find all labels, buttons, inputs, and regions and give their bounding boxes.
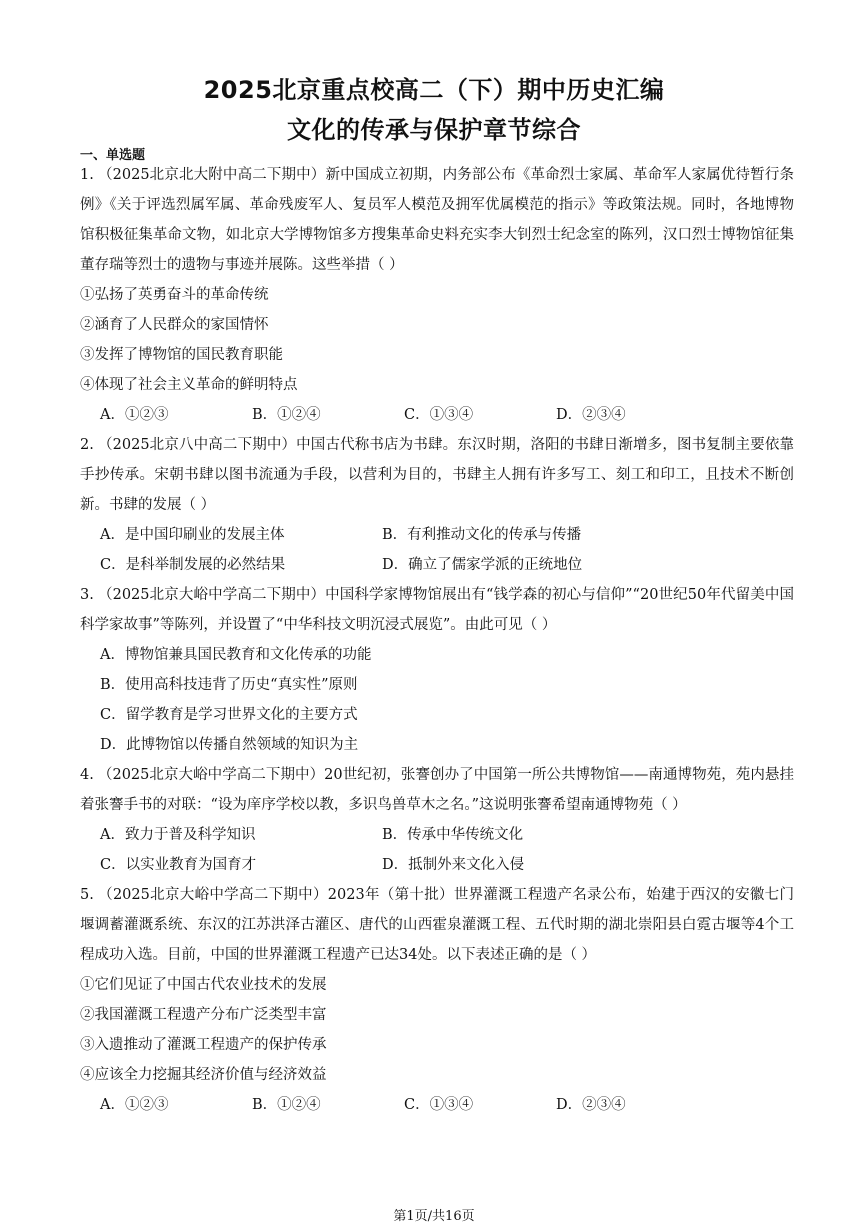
option-c: C．以实业教育为国育才: [100, 857, 257, 873]
statement: ③发挥了博物馆的国民教育职能: [80, 347, 283, 363]
page-footer: 第1页/共16页: [393, 1209, 475, 1224]
question-number: 4.: [80, 767, 94, 783]
question-3: [80, 580, 794, 760]
statement: ①弘扬了英勇奋斗的革命传统: [80, 287, 269, 303]
question-stem: [80, 160, 794, 280]
answer-options: [80, 520, 794, 550]
document-subtitle: 文化的传承与保护章节综合: [287, 116, 581, 144]
statement: ④体现了社会主义革命的鲜明特点: [80, 377, 298, 393]
statement: ③入遗推动了灌溉工程遗产的保护传承: [80, 1037, 327, 1053]
statement: ①它们见证了中国古代农业技术的发展: [80, 977, 327, 993]
question-text: （2025北京北大附中高二下期中）新中国成立初期，内务部公布《革命烈士家属、革命军人家属优待暂行条例》《关于评选烈属军属、革命残废军人、复员军人模范及拥军优属模范的指示》等政策法规。同时，各地博物馆积极征集革命文物，如北京大学博物馆多方搜集革命史料充实李大钊烈士纪念室的陈列，汉口烈士博物馆征集董存瑞等烈士的遗物与事迹并展陈。这些举措（ ）: [80, 167, 794, 273]
question-text: （2025北京大峪中学高二下期中）20世纪初，张謇创办了中国第一所公共博物馆——南通博物苑，苑内悬挂着张謇手书的对联：“设为庠序学校以教，多识鸟兽草木之名。”这说明张謇希望南通博物苑（ ）: [80, 767, 794, 813]
document-title: 2025北京重点校高二（下）期中历史汇编: [203, 76, 665, 104]
option-a: A．博物馆兼具国民教育和文化传承的功能: [100, 647, 372, 663]
option-d: D．②③④: [556, 1097, 626, 1113]
answer-options: [80, 850, 794, 880]
option-c: C．是科举制发展的必然结果: [100, 557, 286, 573]
option-d: D．确立了儒家学派的正统地位: [382, 557, 583, 573]
option-a: A．是中国印刷业的发展主体: [100, 527, 285, 543]
option-a: A．致力于普及科学知识: [100, 827, 256, 843]
question-stem: [80, 430, 794, 520]
option-d: D．此博物馆以传播自然领域的知识为主: [100, 737, 359, 753]
option-c: C．①③④: [404, 1097, 474, 1113]
question-text: （2025北京大峪中学高二下期中）中国科学家博物馆展出有“钱学森的初心与信仰”“20世纪50年代留美中国科学家故事”等陈列，并设置了“中华科技文明沉浸式展览”。由此可见（ ）: [80, 587, 794, 633]
option-b: B．有利推动文化的传承与传播: [382, 527, 582, 543]
question-stem: [80, 580, 794, 640]
option-a: A．①②③: [100, 407, 169, 423]
question-list: [80, 160, 794, 1120]
question-number: 1.: [80, 167, 94, 183]
question-4: [80, 760, 794, 880]
option-b: B．①②④: [252, 1097, 321, 1113]
question-text: （2025北京八中高二下期中）中国古代称书店为书肆。东汉时期，洛阳的书肆日渐增多，图书复制主要依靠手抄传承。宋朝书肆以图书流通为手段，以营利为目的，书肆主人拥有许多写工、刻工和印工，且技术不断创新。书肆的发展（ ）: [80, 437, 794, 513]
option-d: D．②③④: [556, 407, 626, 423]
statement: ④应该全力挖掘其经济价值与经济效益: [80, 1067, 327, 1083]
option-c: C．①③④: [404, 407, 474, 423]
question-number: 5.: [80, 887, 94, 903]
question-2: [80, 430, 794, 580]
question-stem: [80, 880, 794, 970]
question-number: 2.: [80, 437, 94, 453]
option-b: B．①②④: [252, 407, 321, 423]
answer-options: [80, 820, 794, 850]
option-d: D．抵制外来文化入侵: [382, 857, 525, 873]
answer-options: [80, 1090, 794, 1120]
option-b: B．传承中华传统文化: [382, 827, 524, 843]
option-b: B．使用高科技违背了历史“真实性”原则: [100, 677, 358, 693]
question-text: （2025北京大峪中学高二下期中）2023年（第十批）世界灌溉工程遗产名录公布，始建于西汉的安徽七门堰调蓄灌溉系统、东汉的江苏洪泽古灌区、唐代的山西霍泉灌溉工程、五代时期的湖北崇阳县白霓古堰等4个工程成功入选。目前，中国的世界灌溉工程遗产已达34处。以下表述正确的是（ ）: [80, 887, 794, 963]
question-number: 3.: [80, 587, 94, 603]
option-a: A．①②③: [100, 1097, 169, 1113]
statement: ②我国灌溉工程遗产分布广泛类型丰富: [80, 1007, 327, 1023]
statement: ②涵育了人民群众的家国情怀: [80, 317, 269, 333]
answer-options: [80, 550, 794, 580]
question-stem: [80, 760, 794, 820]
answer-options: [80, 400, 794, 430]
option-c: C．留学教育是学习世界文化的主要方式: [100, 707, 358, 723]
question-1: [80, 160, 794, 430]
question-5: [80, 880, 794, 1120]
section-heading: 一、单选题: [80, 148, 146, 163]
